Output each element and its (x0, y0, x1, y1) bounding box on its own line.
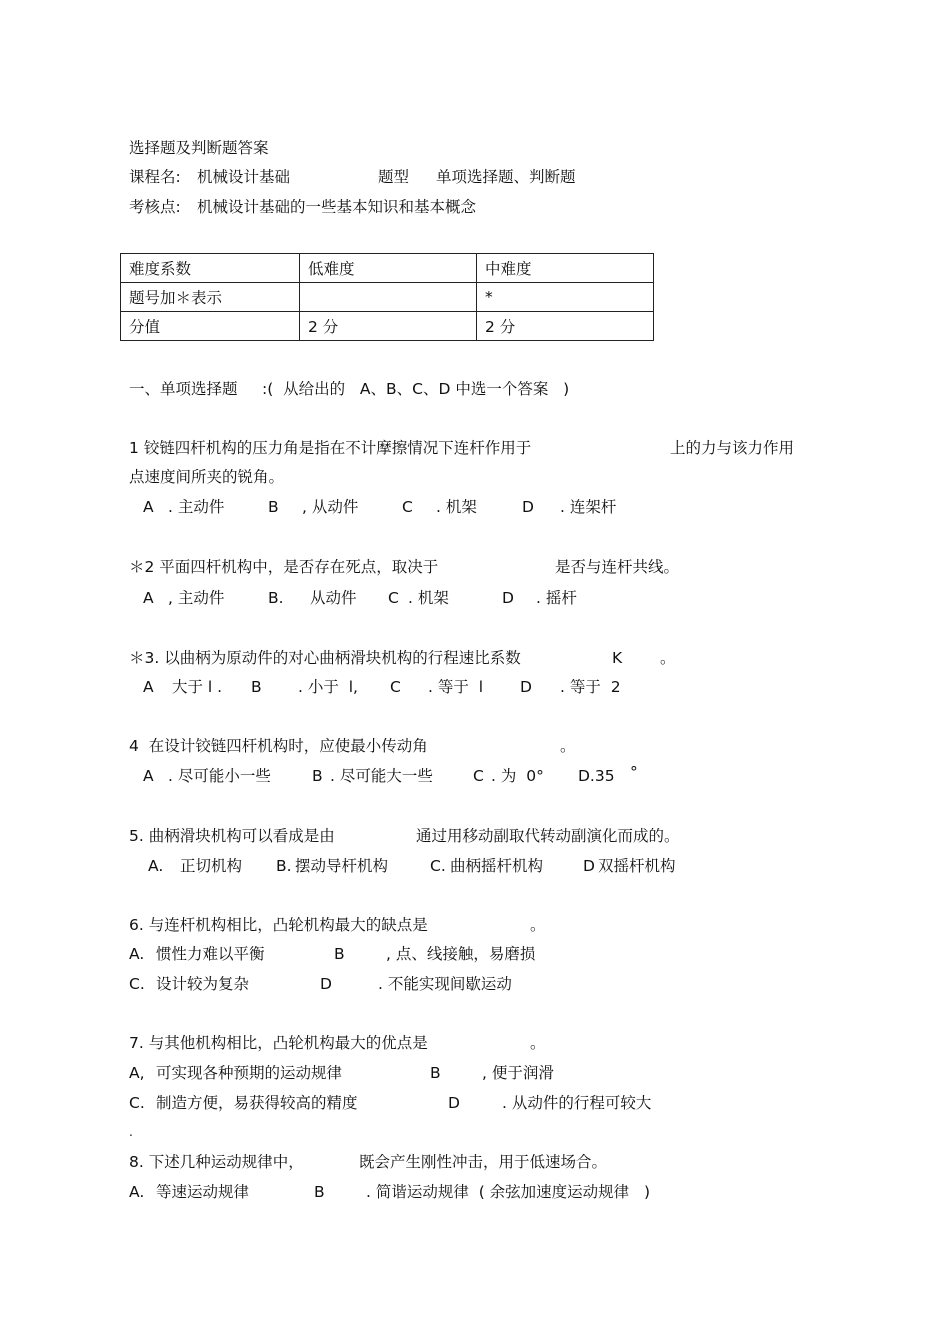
table-cell: 题号加＊表示 (121, 283, 300, 312)
question-2-stem-cont: 是否与连杆共线。 (555, 558, 680, 576)
doc-title: 选择题及判断题答案 (129, 139, 269, 157)
course-label: 课程名: (129, 168, 181, 186)
option-text: , 点、线接触，易磨损 (386, 945, 536, 963)
question-3-stem: ＊3. 以曲柄为原动件的对心曲柄滑块机构的行程速比系数 (129, 649, 521, 667)
option-letter: B (314, 1183, 325, 1201)
option-text: 双摇杆机构 (598, 857, 676, 875)
option-text: . 尽可能小一些 (168, 767, 271, 785)
option-text: , 便于润滑 (482, 1064, 554, 1082)
option-text: 大于 l . (172, 678, 223, 696)
question-1-stem-cont: 上的力与该力作用 (670, 439, 795, 457)
question-3-stem-end: 。 (660, 649, 676, 667)
stray-dot: . (129, 1125, 133, 1139)
option-text: . 连架杆 (560, 498, 617, 516)
option-letter: D.35 (578, 767, 615, 785)
option-letter: C. (430, 857, 446, 875)
option-text: . 不能实现间歇运动 (378, 975, 512, 993)
option-letter: C. (129, 975, 145, 993)
difficulty-table (120, 253, 654, 341)
option-text: . 从动件的行程可较大 (502, 1094, 652, 1112)
question-5-stem-cont: 通过用移动副取代转动副演化而成的。 (416, 827, 680, 845)
option-text: 设计较为复杂 (156, 975, 250, 993)
question-7-stem: 7. 与其他机构相比，凸轮机构最大的优点是 (129, 1034, 428, 1052)
option-text: . 简谐运动规律 ( 余弦加速度运动规律 ) (366, 1183, 651, 1201)
option-letter: A. (148, 857, 164, 875)
question-8-stem: 8. 下述几种运动规律中， (129, 1153, 304, 1171)
option-text: . 机架 (436, 498, 477, 516)
option-letter: B (251, 678, 262, 696)
option-letter: D (583, 857, 595, 875)
option-letter: D (320, 975, 332, 993)
option-text: . 小于 l, (298, 678, 358, 696)
type-value: 单项选择题、判断题 (436, 168, 576, 186)
question-6-stem: 6. 与连杆机构相比，凸轮机构最大的缺点是 (129, 916, 428, 934)
question-4-stem: 4 在设计铰链四杆机构时，应使最小传动角 (129, 737, 428, 755)
option-text: 曲柄摇杆机构 (450, 857, 544, 875)
question-5-stem: 5. 曲柄滑块机构可以看成是由 (129, 827, 335, 845)
option-letter: C (388, 589, 399, 607)
question-6-stem-end: 。 (530, 916, 546, 934)
question-2-stem: ＊2 平面四杆机构中，是否存在死点，取决于 (129, 558, 439, 576)
table-cell: 低难度 (300, 254, 477, 283)
table-row (121, 312, 654, 341)
option-letter: B. (268, 589, 284, 607)
option-text: . 等于 2 (560, 678, 621, 696)
option-letter: D (448, 1094, 460, 1112)
option-text: 可实现各种预期的运动规律 (156, 1064, 343, 1082)
question-4-stem-end: 。 (560, 737, 576, 755)
table-cell: 2 分 (300, 312, 477, 341)
option-letter: B (334, 945, 345, 963)
table-cell: * (477, 283, 654, 312)
option-text: . 为 0° (491, 767, 544, 785)
option-letter: B (430, 1064, 441, 1082)
table-cell (300, 283, 477, 312)
option-letter: C (390, 678, 401, 696)
option-letter: A (143, 498, 154, 516)
table-cell: 分值 (121, 312, 300, 341)
question-3-symbol: K (612, 649, 623, 667)
table-cell: 难度系数 (121, 254, 300, 283)
question-1-stem-line2: 点速度间所夹的锐角。 (129, 468, 285, 486)
option-letter: C (473, 767, 484, 785)
option-text: . 机架 (408, 589, 449, 607)
type-label: 题型 (378, 168, 410, 186)
assess-label: 考核点: (129, 198, 181, 216)
option-letter: D (522, 498, 534, 516)
option-letter: B (312, 767, 323, 785)
option-text: 从动件 (310, 589, 357, 607)
option-letter: D (520, 678, 532, 696)
option-text: 制造方便，易获得较高的精度 (156, 1094, 358, 1112)
section-title: 一、单项选择题 (129, 380, 238, 398)
assess-value: 机械设计基础的一些基本知识和基本概念 (197, 198, 477, 216)
option-letter: A. (129, 945, 145, 963)
option-text: 惯性力难以平衡 (156, 945, 265, 963)
section-instruction: :( 从给出的 A、B、C、D 中选一个答案 ) (262, 380, 570, 398)
option-letter: A, (129, 1064, 145, 1082)
option-letter: A (143, 589, 154, 607)
table-cell: 2 分 (477, 312, 654, 341)
option-text: 正切机构 (180, 857, 243, 875)
option-text: , 从动件 (302, 498, 359, 516)
option-text: 等速运动规律 (156, 1183, 250, 1201)
question-1-stem: 1 铰链四杆机构的压力角是指在不计摩擦情况下连杆作用于 (129, 439, 532, 457)
option-text: . 摇杆 (536, 589, 577, 607)
option-letter: C (402, 498, 413, 516)
option-letter: B. (276, 857, 292, 875)
option-letter: A (143, 678, 154, 696)
option-letter: D (502, 589, 514, 607)
question-7-stem-end: 。 (530, 1034, 546, 1052)
option-letter: B (268, 498, 279, 516)
option-text: . 等于 l (428, 678, 484, 696)
option-letter: A. (129, 1183, 145, 1201)
option-text: , 主动件 (168, 589, 225, 607)
option-text: . 尽可能大一些 (330, 767, 433, 785)
option-text: ° (630, 763, 638, 781)
table-row (121, 283, 654, 312)
option-text: 摆动导杆机构 (295, 857, 389, 875)
option-letter: A (143, 767, 154, 785)
course-name: 机械设计基础 (197, 168, 291, 186)
option-text: . 主动件 (168, 498, 225, 516)
table-cell: 中难度 (477, 254, 654, 283)
table-row (121, 254, 654, 283)
option-letter: C. (129, 1094, 145, 1112)
question-8-stem-cont: 既会产生刚性冲击，用于低速场合。 (359, 1153, 608, 1171)
